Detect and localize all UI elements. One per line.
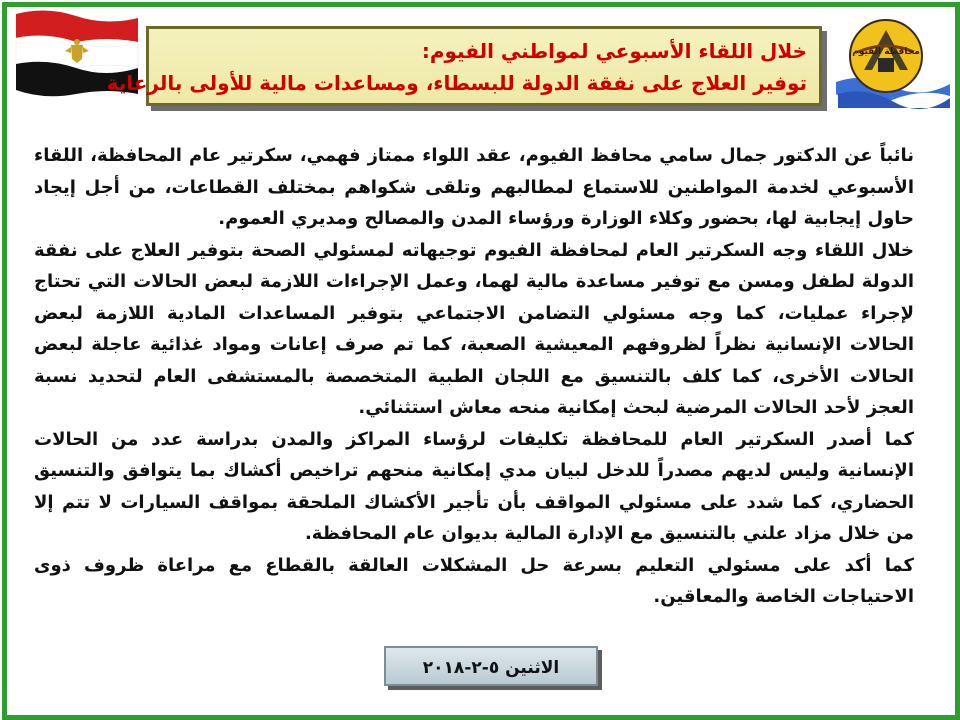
headline-line-2: توفير العلاج على نفقة الدولة للبسطاء، ومساعدات مالية للأولى بالرعاية bbox=[106, 71, 807, 95]
article-paragraph: كما أكد على مسئولي التعليم بسرعة حل المشكلات العالقة بالقطاع مع مراعاة ظروف ذوى الاحتياجات الخاصة والمعاقين. bbox=[34, 554, 914, 607]
date-badge: الاثنين ٥-٢-٢٠١٨ bbox=[384, 646, 598, 686]
article-paragraph: نائباً عن الدكتور جمال سامي محافظ الفيوم، عقد اللواء ممتاز فهمي، سكرتير عام المحافظة، اللقاء الأسبوعي لخدمة المواطنين للاستماع لمطالبهم وتلقى شكواهم بمختلف القطاعات، من أجل إيجاد حاول إيجابية لها، بحضور وكلاء الوزارة ورؤساء المدن والمصالح ومديري العموم. bbox=[34, 145, 914, 229]
logo-text: محافظة الفيوم bbox=[852, 47, 920, 57]
fayoum-governorate-logo bbox=[834, 12, 952, 110]
headline-banner bbox=[106, 26, 822, 106]
article-paragraph: كما أصدر السكرتير العام للمحافظة تكليفات لرؤساء المراكز والمدن بدراسة عدد من الحالات الإنسانية وليس لديهم مصدراً للدخل لبيان مدي إمكانية منحهم تراخيص أكشاك بما يتوافق والتنسيق الحضاري، كما شدد على مسئولي المواقف بأن تأجير الأكشاك الملحقة بمواقف السيارات لا تتم إلا من خلال مزاد علني بالتنسيق مع الإدارة المالية بديوان عام المحافظة. bbox=[34, 428, 914, 544]
article-paragraph: خلال اللقاء وجه السكرتير العام لمحافظة الفيوم توجيهاته لمسئولي الصحة بتوفير العلاج على نفقة الدولة لطفل ومسن مع توفير مساعدة مالية لهما، وعمل الإجراءات اللازمة لبعض الحالات التي تحتاج لإجراء عمليات، كما وجه مسئولي التضامن الاجتماعي بتوفير المساعدات المادية اللازمة لبعض الحالات الإنسانية نظراً لظروفهم المعيشية الصعبة، كما تم صرف إعانات ومواد غذائية عاجلة لبعض الحالات الأخرى، كما كلف بالتنسيق مع اللجان الطبية المتخصصة بالمستشفى العام لتحديد نسبة العجز لأحد الحالات المرضية لبحث إمكانية منحه معاش استثنائي. bbox=[34, 239, 914, 418]
headline-line-1: خلال اللقاء الأسبوعي لمواطني الفيوم: bbox=[421, 39, 807, 63]
article-body bbox=[34, 140, 914, 613]
